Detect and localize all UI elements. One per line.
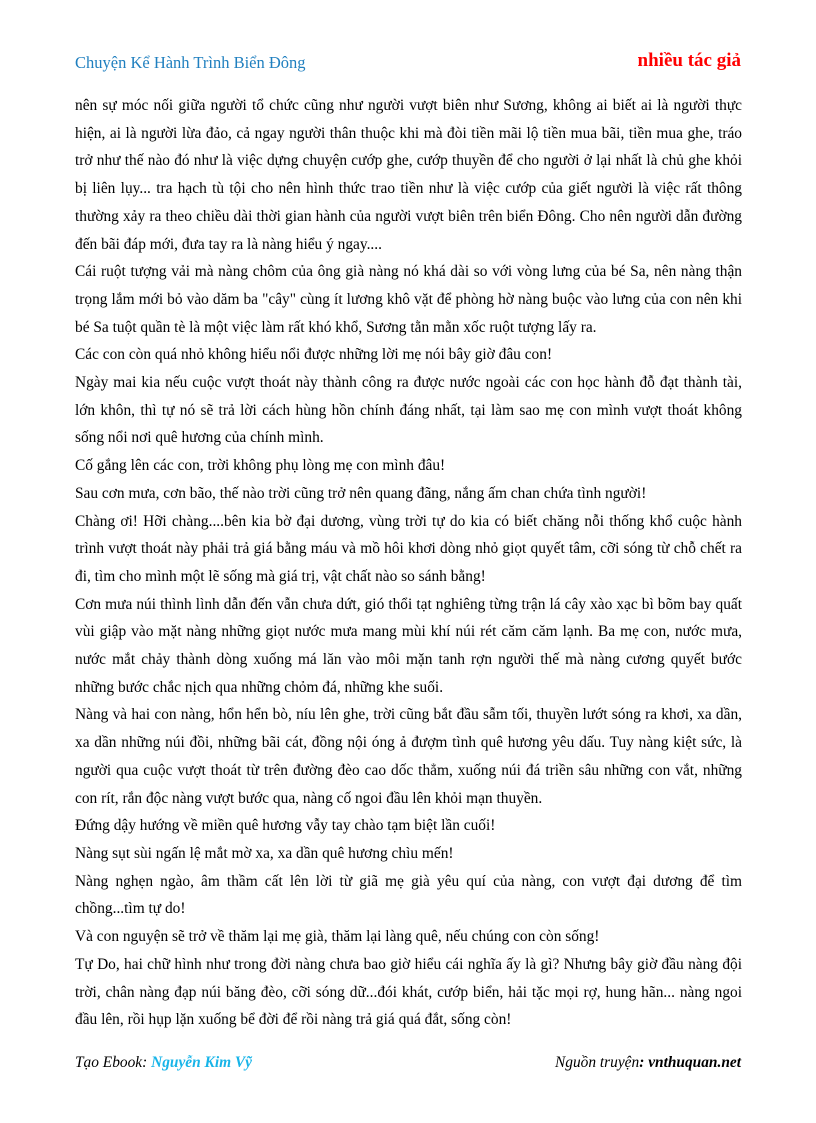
source-credit: [555, 1054, 741, 1072]
paragraph: Sau cơn mưa, cơn bão, thế nào trời cũng trở nên quang đãng, nắng ấm chan chứa tình người!: [75, 484, 647, 502]
author-label: nhiều tác giả: [637, 50, 741, 71]
paragraph: Cái ruột tượng vải mà nàng chôm của ông già nàng nó khá dài so với vòng lưng của bé Sa, nên nàng thận trọng lắm mới bỏ vào dăm ba "cây" cùng ít lương khô vặt để phòng hờ nàng buộc vào lưng của con nên khi bé Sa tuột quần tè là một việc làm rất khó khổ, Sương tằn mằn xốc ruột tượng lấy ra.: [75, 263, 742, 336]
page-footer: [75, 1054, 741, 1078]
paragraph: Nàng và hai con nàng, hổn hển bò, níu lên ghe, trời cũng bắt đầu sẫm tối, thuyền lướt sóng ra khơi, xa dần, xa dần những núi đồi, những bãi cát, đồng nội óng ả đượm tình quê hương yêu dấu. Tuy nàng kiệt sức, là người qua cuộc vượt thoát từ trên đường đèo cao dốc thẳm, xuống núi đá triền sâu những con vắt, những con rít, rắn độc nàng vượt bước qua, nàng cố ngoi đầu lên khỏi mạn thuyền.: [75, 706, 742, 807]
paragraph: Cố gắng lên các con, trời không phụ lòng mẹ con mình đâu!: [75, 457, 446, 475]
paragraph: Các con còn quá nhỏ không hiểu nổi được những lời mẹ nói bây giờ đâu con!: [75, 346, 553, 364]
source-label: Nguồn truyện: [554, 1054, 640, 1071]
creator-name: Nguyễn Kim Vỹ: [151, 1054, 253, 1071]
paragraph: Cơn mưa núi thình lình dẫn đến vẫn chưa dứt, gió thổi tạt nghiêng từng trận lá cây xào xạc bì bõm bay quất vùi giập vào mặt nàng những giọt nước mưa mang mùi khí núi rét căm căm lạnh. Ba mẹ con, nước mưa, nước mắt chảy thành dòng xuống má lăn vào môi mặn tanh rợn người thế mà nàng cương quyết bước những bước chắc nịch qua những chỏm đá, những khe suối.: [75, 595, 742, 696]
paragraph: Và con nguyện sẽ trở về thăm lại mẹ già, thăm lại làng quê, nếu chúng con còn sống!: [75, 928, 600, 946]
paragraph: Chàng ơi! Hỡi chàng....bên kia bờ đại dương, vùng trời tự do kia có biết chăng nỗi thống khổ cuộc hành trình vượt thoát này phải trả giá bằng máu và mồ hôi khơi dòng nhỏ giọt quyết tâm, cỡi sóng từ chỗ chết ra đi, tìm cho mình một lẽ sống mà giá trị, vật chất nào so sánh bằng!: [75, 512, 742, 585]
creator-colon: :: [142, 1054, 152, 1071]
ebook-credit: [75, 1054, 252, 1072]
paragraph: Tự Do, hai chữ hình như trong đời nàng chưa bao giờ hiểu cái nghĩa ấy là gì? Nhưng bây giờ đầu nàng đội trời, chân nàng đạp núi băng đèo, cỡi sóng dữ...đói khát, cướp biển, hải tặc mọi rợ, hung hãn... nàng ngoi đầu lên, rồi hụp lặn xuống bể đời để rồi nàng trả giá quá đắt, sống còn!: [75, 955, 742, 1029]
page-header: [75, 50, 741, 76]
paragraph: Đứng dậy hướng về miền quê hương vẫy tay chào tạm biệt lần cuối!: [75, 817, 496, 835]
paragraph: nên sự móc nối giữa người tổ chức cũng như người vượt biên như Sương, không ai biết ai là người thực hiện, ai là người lừa đảo, cả ngay người thân thuộc khi mà đòi tiền mãi lộ tiền mua bãi, tiền mua ghe, tráo trở như thế nào đó như là việc dựng chuyện cướp ghe, cướp thuyền để cho người ở lại nhất là chủ ghe khỏi bị liên lụy... tra hạch tù tội cho nên hình thức trao tiền như là việc cướp của giết người là việc rất thông thường xảy ra theo chiều dài thời gian hành của người vượt biên trên biển Đông. Cho nên người dẫn đường đến bãi đáp mới, đưa tay ra là nàng hiểu ý ngay....: [75, 97, 742, 253]
story-body: [75, 92, 742, 1034]
source-site: vnthuquan.net: [648, 1054, 741, 1071]
paragraph: Nàng sụt sùi ngấn lệ mắt mờ xa, xa dần quê hương chìu mến!: [75, 844, 454, 862]
creator-label: Tạo Ebook: [75, 1054, 143, 1071]
source-colon: :: [639, 1054, 649, 1071]
paragraph: Nàng nghẹn ngào, âm thầm cất lên lời từ giã mẹ già yêu quí của nàng, con vượt đại dương để tìm chồng...tìm tự do!: [75, 872, 742, 918]
book-title: Chuyện Kể Hành Trình Biển Đông: [75, 53, 306, 72]
paragraph: Ngày mai kia nếu cuộc vượt thoát này thành công ra được nước ngoài các con học hành đỗ đạt thành tài, lớn khôn, thì tự nó sẽ trả lời cách hùng hồn chính đáng nhất, tại làm sao mẹ con mình vượt thoát không sống nổi nơi quê hương của chính mình.: [75, 374, 742, 447]
